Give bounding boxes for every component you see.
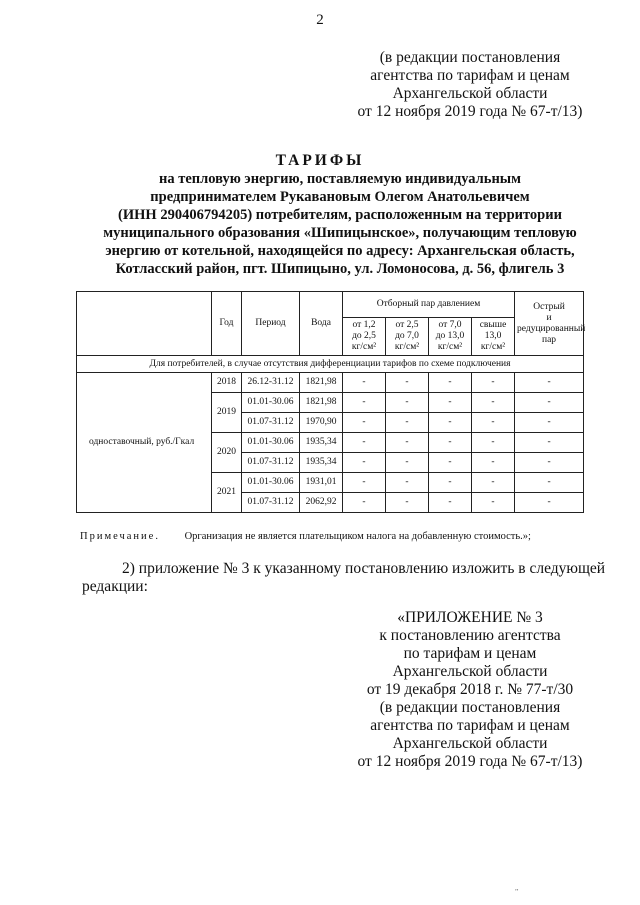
appendix-line: «ПРИЛОЖЕНИЕ № 3 bbox=[397, 609, 543, 626]
header-year: Год bbox=[212, 292, 242, 356]
dash-cell: - bbox=[429, 373, 472, 393]
tariff-type-label: одноставочный, руб./Гкал bbox=[77, 373, 212, 513]
dash-cell: - bbox=[343, 493, 386, 513]
dash-cell: - bbox=[429, 393, 472, 413]
dash-cell: - bbox=[386, 453, 429, 473]
dash-cell: - bbox=[429, 433, 472, 453]
edition-note-line: (в редакции постановления bbox=[379, 49, 561, 66]
water-value: 1931,01 bbox=[300, 473, 343, 493]
steam-range-line: от 7,0 bbox=[438, 320, 462, 330]
period-cell: 01.07-31.12 bbox=[242, 453, 300, 473]
dash-cell: - bbox=[343, 393, 386, 413]
subtitle-line: предпринимателем Рукавановым Олегом Анатольевичем bbox=[150, 189, 530, 205]
dash-cell: - bbox=[343, 433, 386, 453]
water-value: 1935,34 bbox=[300, 433, 343, 453]
subtitle-line: Котласский район, пгт. Шипицыно, ул. Ломоносова, д. 56, флигель 3 bbox=[115, 261, 565, 277]
dash-cell: - bbox=[515, 433, 584, 453]
dash-cell: - bbox=[472, 453, 515, 473]
note-label: Примечание. bbox=[80, 531, 160, 542]
dash-cell: - bbox=[515, 453, 584, 473]
dash-cell: - bbox=[429, 473, 472, 493]
dash-cell: - bbox=[343, 373, 386, 393]
dash-cell: - bbox=[343, 413, 386, 433]
year-cell: 2020 bbox=[212, 433, 242, 473]
period-cell: 01.01-30.06 bbox=[242, 393, 300, 413]
steam-range-line: до 13,0 bbox=[435, 331, 465, 341]
steam-range-line: 13,0 bbox=[484, 331, 502, 341]
appendix-line: агентства по тарифам и ценам bbox=[370, 717, 570, 734]
dash-cell: - bbox=[386, 473, 429, 493]
appendix-line: Архангельской области bbox=[392, 663, 548, 680]
water-value: 2062,92 bbox=[300, 493, 343, 513]
dash-cell: - bbox=[472, 473, 515, 493]
year-cell: 2019 bbox=[212, 393, 242, 433]
dash-cell: - bbox=[386, 413, 429, 433]
header-steam-2 bbox=[386, 318, 429, 356]
header-water: Вода bbox=[300, 292, 343, 356]
dash-cell: - bbox=[343, 453, 386, 473]
dash-cell: - bbox=[472, 433, 515, 453]
dash-cell: - bbox=[429, 413, 472, 433]
header-sharp-line: пар bbox=[542, 334, 557, 345]
period-cell: 01.01-30.06 bbox=[242, 473, 300, 493]
document-subtitle bbox=[50, 170, 630, 278]
period-cell: 26.12-31.12 bbox=[242, 373, 300, 393]
edition-note-line: от 12 ноября 2019 года № 67-т/13) bbox=[357, 103, 583, 120]
header-sharp-line: редуцированный bbox=[517, 323, 586, 334]
year-cell: 2021 bbox=[212, 473, 242, 513]
appendix-header bbox=[320, 609, 620, 771]
dash-cell: - bbox=[515, 373, 584, 393]
edition-note bbox=[320, 49, 620, 121]
dash-cell: - bbox=[429, 493, 472, 513]
dash-cell: - bbox=[386, 393, 429, 413]
dash-cell: - bbox=[386, 493, 429, 513]
note-text: Организация не является плательщиком налога на добавленную стоимость.»; bbox=[184, 531, 531, 542]
subtitle-line: энергию от котельной, находящейся по адресу: Архангельская область, bbox=[105, 243, 575, 259]
page-number: 2 bbox=[316, 12, 324, 28]
header-sharp-line: Острый bbox=[533, 301, 565, 312]
steam-range-line: от 1,2 bbox=[352, 320, 376, 330]
dash-cell: - bbox=[515, 493, 584, 513]
dash-cell: - bbox=[343, 473, 386, 493]
appendix-line: (в редакции постановления bbox=[379, 699, 561, 716]
subtitle-line: муниципального образования «Шипицынское», получающим тепловую bbox=[103, 225, 577, 241]
water-value: 1935,34 bbox=[300, 453, 343, 473]
steam-unit: кг/см² bbox=[351, 342, 377, 352]
steam-unit: кг/см² bbox=[394, 342, 420, 352]
dash-cell: - bbox=[386, 433, 429, 453]
period-cell: 01.01-30.06 bbox=[242, 433, 300, 453]
header-steam-1 bbox=[343, 318, 386, 356]
dash-cell: - bbox=[472, 413, 515, 433]
dash-cell: - bbox=[472, 373, 515, 393]
header-sharp-steam bbox=[515, 292, 584, 356]
header-steam: Отборный пар давлением bbox=[343, 292, 515, 318]
paragraph-line: 2) приложение № 3 к указанному постановлению изложить в следующей bbox=[122, 560, 606, 577]
dash-cell: - bbox=[515, 473, 584, 493]
steam-range-line: свыше bbox=[479, 320, 507, 330]
appendix-line: по тарифам и ценам bbox=[403, 645, 537, 662]
period-cell: 01.07-31.12 bbox=[242, 493, 300, 513]
period-cell: 01.07-31.12 bbox=[242, 413, 300, 433]
appendix-line: Архангельской области bbox=[392, 735, 548, 752]
dash-cell: - bbox=[515, 413, 584, 433]
dash-cell: - bbox=[472, 493, 515, 513]
edition-note-line: агентства по тарифам и ценам bbox=[370, 67, 570, 84]
water-value: 1970,90 bbox=[300, 413, 343, 433]
year-cell: 2018 bbox=[212, 373, 242, 393]
header-sharp-line: и bbox=[546, 312, 552, 323]
dash-cell: - bbox=[472, 393, 515, 413]
paragraph-line: редакции: bbox=[82, 578, 148, 595]
appendix-line: от 19 декабря 2018 г. № 77-т/30 bbox=[366, 681, 574, 698]
edition-note-line: Архангельской области bbox=[392, 85, 548, 102]
steam-unit: кг/см² bbox=[437, 342, 463, 352]
appendix-line: к постановлению агентства bbox=[379, 627, 561, 644]
header-steam-4 bbox=[472, 318, 515, 356]
table-note bbox=[80, 531, 531, 542]
scan-mark: ,, bbox=[515, 884, 519, 892]
subtitle-line: на тепловую энергию, поставляемую индивидуальным bbox=[158, 171, 522, 187]
header-steam-3 bbox=[429, 318, 472, 356]
water-value: 1821,98 bbox=[300, 393, 343, 413]
steam-range-line: от 2,5 bbox=[395, 320, 419, 330]
dash-cell: - bbox=[386, 373, 429, 393]
appendix-line: от 12 ноября 2019 года № 67-т/13) bbox=[357, 753, 583, 770]
subtitle-line: (ИНН 290406794205) потребителям, расположенным на территории bbox=[118, 207, 562, 223]
header-empty-cell bbox=[77, 292, 212, 356]
section-row: Для потребителей, в случае отсутствия дифференциации тарифов по схеме подключения bbox=[77, 356, 584, 373]
water-value: 1821,98 bbox=[300, 373, 343, 393]
header-period: Период bbox=[242, 292, 300, 356]
dash-cell: - bbox=[515, 393, 584, 413]
tariff-table bbox=[76, 291, 584, 513]
steam-unit: кг/см² bbox=[480, 342, 506, 352]
document-title: ТАРИФЫ bbox=[275, 152, 365, 169]
steam-range-line: до 7,0 bbox=[395, 331, 419, 341]
steam-range-line: до 2,5 bbox=[352, 331, 376, 341]
dash-cell: - bbox=[429, 453, 472, 473]
